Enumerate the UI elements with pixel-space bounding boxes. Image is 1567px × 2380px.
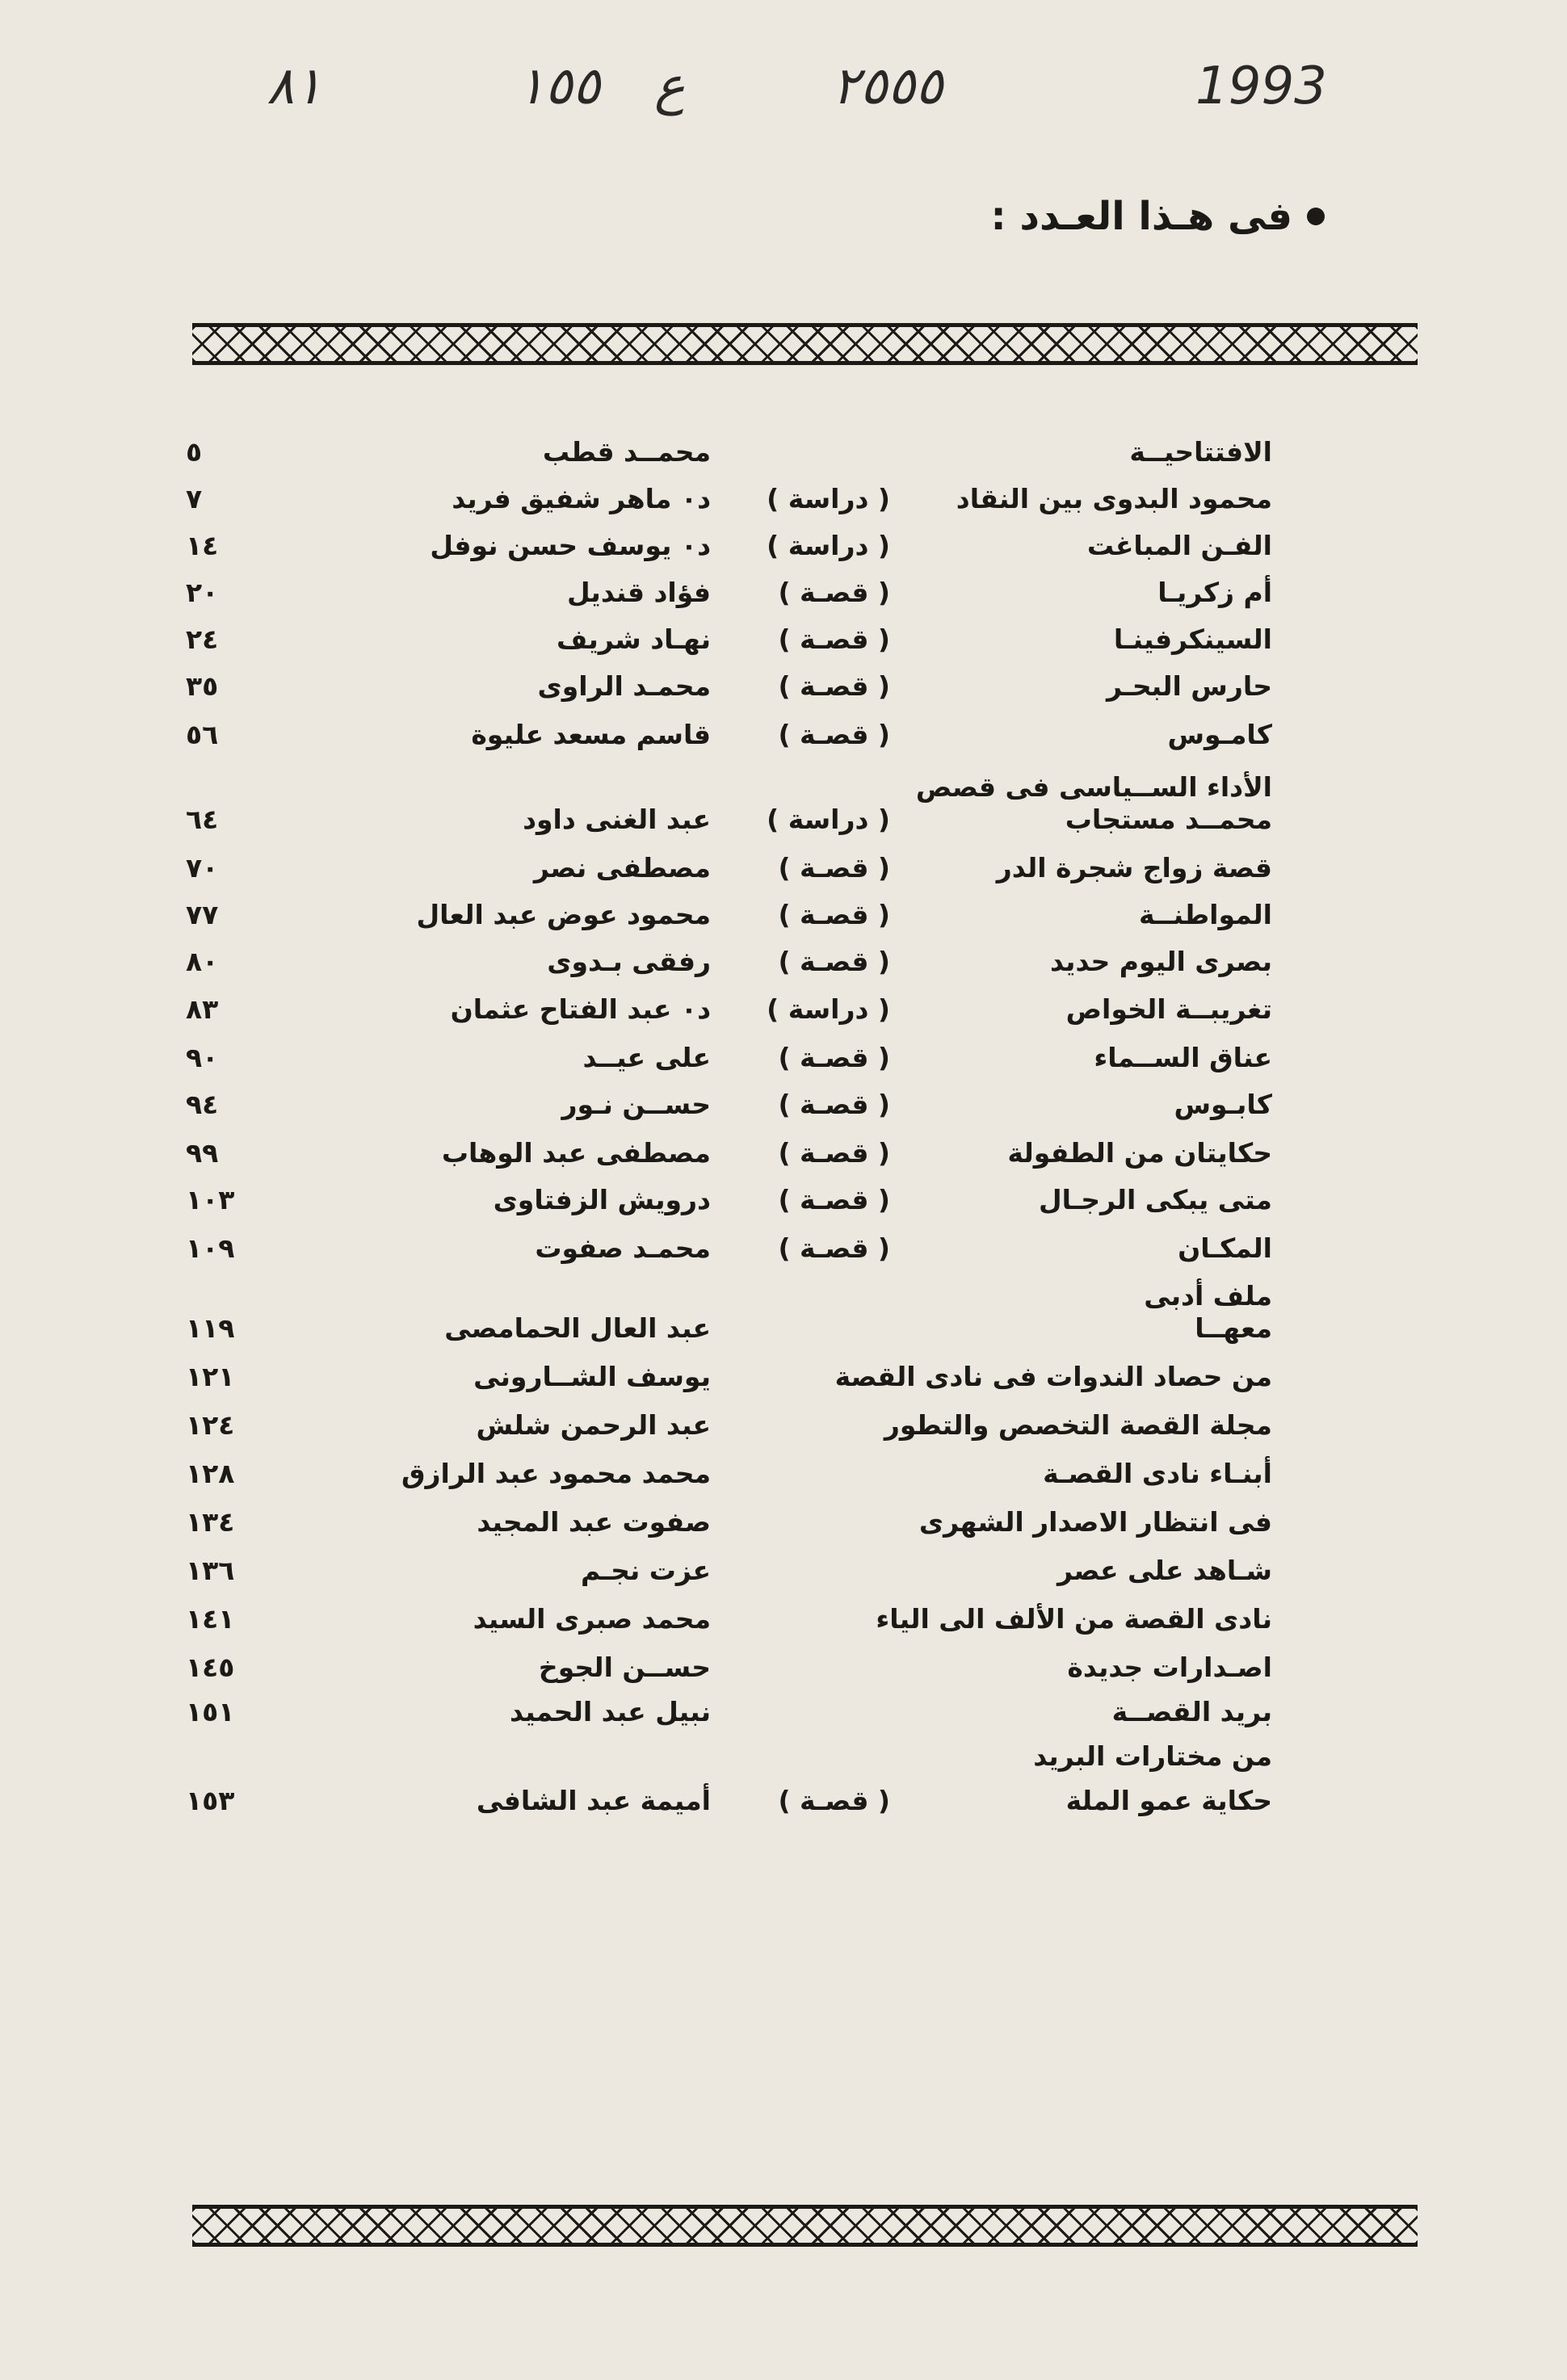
toc-entry-genre: ( قصـة ) [778,1042,890,1073]
toc-entry-author: فؤاد قنديل [566,577,711,608]
toc-entry [0,1232,1567,1281]
toc-entry-title: المواطنــة [1139,899,1272,930]
toc-entry-page-number: ١٤١ [186,1603,235,1635]
toc-entry [0,719,1567,767]
toc-entry [0,436,1567,485]
toc-entry-title: تغريبــة الخواص [1065,993,1272,1025]
toc-entry [0,530,1567,578]
toc-entry-title: بريد القصــة [1111,1696,1272,1727]
toc-entry-author: محمـد صفوت [535,1232,711,1264]
toc-entry-author: عبد الرحمن شلش [476,1409,711,1441]
toc-entry [0,670,1567,719]
toc-entry [0,804,1567,852]
toc-entry-page-number: ٣٥ [186,670,219,702]
toc-entry-genre: ( قصـة ) [778,1184,890,1215]
toc-entry-genre: ( قصـة ) [778,1785,890,1816]
toc-entry-title: ملف أدبى [1144,1280,1272,1312]
toc-entry-genre: ( قصـة ) [778,1089,890,1120]
toc-entry-page-number: ٢٤ [186,623,219,655]
toc-entry [0,1506,1567,1555]
toc-entry-author: على عيــد [582,1042,711,1073]
toc-entry-title: الفـن المباغت [1086,530,1272,561]
toc-entry [0,1603,1567,1652]
toc-entry-genre: ( قصـة ) [778,852,890,884]
toc-entry [0,1137,1567,1186]
toc-entry-page-number: ١٤ [186,530,219,561]
toc-entry [0,946,1567,994]
toc-entry-title: حكاية عمو الملة [1065,1785,1272,1816]
toc-entry-title: قصة زواج شجرة الدر [996,852,1272,884]
toc-entry-genre: ( قصـة ) [778,577,890,608]
toc-entry-page-number: ١٠٩ [186,1232,235,1264]
toc-entry-title: أم زكريـا [1157,577,1272,608]
toc-entry [0,577,1567,625]
handwritten-note: ١٥٥ [517,57,601,116]
toc-entry-title: معهــا [1195,1312,1272,1344]
toc-entry-title: الافتتاحيــة [1129,436,1272,468]
handwritten-note: 1993 [1195,57,1327,116]
toc-entry-author: حســن نـور [561,1089,711,1120]
toc-entry-author: عبد العال الحمامصى [444,1312,711,1344]
toc-entry-page-number: ١٥٣ [186,1785,235,1816]
toc-entry-genre: ( قصـة ) [778,1232,890,1264]
bullet-dot-icon [1307,208,1325,225]
toc-entry-genre: ( دراسة ) [767,804,890,835]
toc-entry-title: متى يبكى الرجـال [1038,1184,1272,1215]
toc-entry-genre: ( دراسة ) [767,530,890,561]
toc-entry [0,1361,1567,1409]
toc-entry-page-number: ٩٤ [186,1089,219,1120]
toc-entry-title: محمود البدوى بين النقاد [956,483,1272,514]
toc-entry-page-number: ٧٠ [186,852,219,884]
toc-entry [0,483,1567,531]
toc-entry [0,623,1567,672]
toc-entry-page-number: ٦٤ [186,804,219,835]
toc-entry-page-number: ٨٣ [186,993,219,1025]
toc-entry [0,1785,1567,1833]
toc-entry-genre: ( قصـة ) [778,899,890,930]
toc-entry-author: نهـاد شريف [557,623,711,655]
toc-entry-page-number: ٥٦ [186,719,219,750]
toc-entry [0,1740,1567,1789]
toc-entry-genre: ( دراسة ) [767,993,890,1025]
toc-entry-page-number: ١٣٦ [186,1555,235,1586]
toc-entry-page-number: ١٢١ [186,1361,235,1392]
toc-entry-genre: ( قصـة ) [778,946,890,977]
contents-heading-text: فى هـذا العـدد : [990,194,1292,239]
toc-entry-page-number: ٩٩ [186,1137,219,1169]
toc-entry-page-number: ٢٠ [186,577,219,608]
toc-entry-author: قاسم مسعد عليوة [471,719,711,750]
handwritten-note: ع [654,57,686,116]
toc-entry-title: المكـان [1178,1232,1272,1264]
toc-entry-page-number: ١١٩ [186,1312,235,1344]
contents-heading [990,194,1325,239]
toc-entry-author: درويش الزفتاوى [493,1184,711,1215]
handwritten-note: ٨١ [267,57,322,116]
toc-entry-author: حســن الجوخ [538,1652,711,1683]
decorative-border-top [192,323,1418,365]
toc-entry-title: عناق الســماء [1094,1042,1272,1073]
toc-entry-genre: ( قصـة ) [778,1137,890,1169]
decorative-border-bottom [192,2205,1418,2247]
toc-entry-page-number: ١٤٥ [186,1652,235,1683]
toc-entry-title: حكايتان من الطفولة [1007,1137,1272,1169]
toc-entry-title: شـاهد على عصر [1057,1555,1272,1586]
toc-entry-title: اصـدارات جديدة [1067,1652,1272,1683]
toc-entry [0,1409,1567,1458]
toc-entry [0,1042,1567,1090]
toc-entry [0,993,1567,1042]
toc-entry [0,899,1567,947]
toc-entry-page-number: ١٢٤ [186,1409,235,1441]
toc-entry [0,1458,1567,1506]
toc-entry-author: يوسف الشــارونى [473,1361,711,1392]
toc-entry-title: كابـوس [1174,1089,1272,1120]
toc-entry-author: أميمة عبد الشافى [476,1785,711,1816]
toc-entry-author: عبد الغنى داود [523,804,711,835]
toc-entry-page-number: ٥ [186,436,203,468]
toc-entry-title: مجلة القصة التخصص والتطور [884,1409,1272,1441]
toc-entry [0,1312,1567,1361]
toc-entry-title: أبنـاء نادى القصـة [1043,1458,1272,1489]
toc-entry-page-number: ٩٠ [186,1042,219,1073]
toc-entry-page-number: ١٣٤ [186,1506,235,1538]
toc-entry-title: فى انتظار الاصدار الشهرى [918,1506,1272,1538]
toc-entry-page-number: ١٠٣ [186,1184,235,1215]
toc-entry-title: السينكرفينـا [1113,623,1272,655]
toc-entry-author: محمـد الراوى [537,670,711,702]
toc-entry [0,852,1567,900]
toc-entry-genre: ( قصـة ) [778,719,890,750]
toc-entry-page-number: ٧ [186,483,203,514]
toc-entry [0,1184,1567,1232]
toc-entry-author: محمود عوض عبد العال [416,899,711,930]
toc-entry-author: د٠ يوسف حسن نوفل [430,530,711,561]
toc-entry-title: حارس البحـر [1107,670,1272,702]
toc-entry-author: مصطفى عبد الوهاب [441,1137,711,1169]
toc-entry [0,1696,1567,1744]
toc-entry-author: نبيل عبد الحميد [510,1696,711,1727]
toc-entry-title: نادى القصة من الألف الى الياء [876,1603,1272,1635]
toc-entry-genre: ( قصـة ) [778,623,890,655]
toc-entry-title: محمــد مستجاب [1065,804,1272,835]
toc-entry-title: من حصاد الندوات فى نادى القصة [834,1361,1272,1392]
toc-entry-author: صفوت عبد المجيد [477,1506,711,1538]
toc-entry-page-number: ١٢٨ [186,1458,235,1489]
toc-entry-title: من مختارات البريد [1033,1740,1272,1772]
toc-entry-genre: ( قصـة ) [778,670,890,702]
toc-entry-author: رفقى بـدوى [547,946,711,977]
toc-entry-author: عزت نجـم [580,1555,711,1586]
toc-entry-author: محمد محمود عبد الرازق [401,1458,711,1489]
toc-entry [0,1089,1567,1137]
toc-entry-title: بصرى اليوم حديد [1049,946,1272,977]
toc-entry-author: د٠ عبد الفتاح عثمان [450,993,711,1025]
toc-entry-author: محمد صبرى السيد [473,1603,711,1635]
toc-entry-title: كامـوس [1167,719,1272,750]
toc-entry [0,1652,1567,1700]
handwritten-note: ٢٥٥٥ [832,57,943,116]
toc-entry-page-number: ١٥١ [186,1696,235,1727]
toc-entry [0,1555,1567,1603]
toc-entry-author: محمــد قطب [542,436,711,468]
toc-entry-author: مصطفى نصر [533,852,711,884]
toc-entry-page-number: ٨٠ [186,946,219,977]
toc-entry-title: الأداء الســياسى فى قصص [915,771,1272,803]
toc-entry-genre: ( دراسة ) [767,483,890,514]
toc-entry-page-number: ٧٧ [186,899,219,930]
toc-entry-author: د٠ ماهر شفيق فريد [452,483,711,514]
